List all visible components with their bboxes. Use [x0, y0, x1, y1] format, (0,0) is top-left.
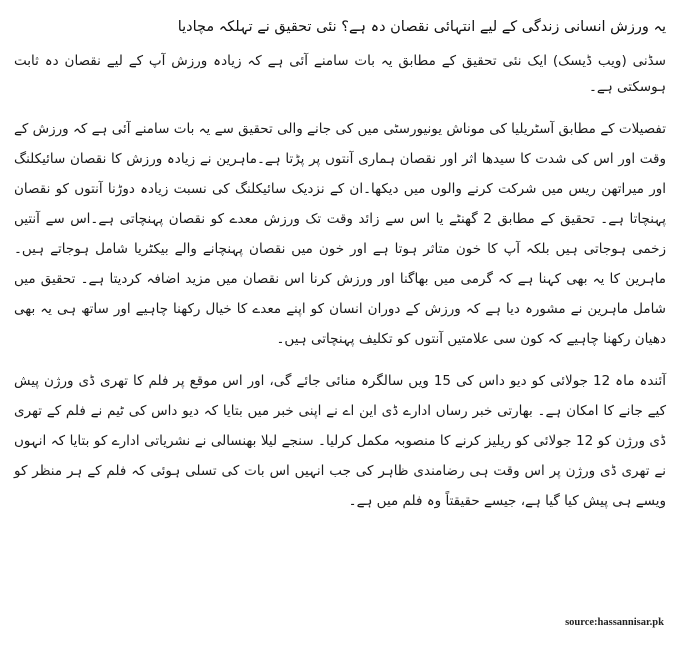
article [14, 0, 666, 516]
article-paragraph-1: تفصیلات کے مطابق آسٹریلیا کی موناش یونیورسٹی میں کی جانے والی تحقیق سے یہ بات سامنے آئی ہے کہ ورزش کے وقت اور اس کی شدت کا سیدھا اثر اور نقصان ہماری آنتوں پر پڑتا ہے۔ماہرین نے زیادہ ورزش کا نقصان سائیکلنگ اور میراتھن ریس میں شرکت کرنے والوں میں دیکھا۔ان کے نزدیک سائیکلنگ کی نسبت زیادہ دوڑنا آنتوں کو نقصان پہنچاتا ہے۔ تحقیق کے مطابق 2 گھنٹے یا اس سے زائد وقت تک ورزش معدے کو نقصان پہنچاتی ہے۔اس سے آنتیں زخمی ہوجاتی ہیں بلکہ آپ کا خون متاثر ہوتا ہے اور خون میں نقصان پہنچانے والے بیکٹریا شامل ہوجاتے ہیں۔ماہرین کا یہ بھی کہنا ہے کہ گرمی میں بھاگنا اور ورزش کرنا اس نقصان میں مزید اضافہ کردیتا ہے۔ تحقیق میں شامل ماہرین نے مشورہ دیا ہے کہ ورزش کے دوران انسان کو اپنے معدے کا خیال رکھنا چاہیے اور ساتھ ہی یہ بھی دھیان رکھنا چاہیے کہ کون سی علامتیں آنتوں کو تکلیف پہنچاتی ہیں۔ [14, 121, 666, 347]
source-credit: source:hassannisar.pk [565, 617, 664, 628]
article-headline: یہ ورزش انسانی زندگی کے لیے انتہائی نقصان دہ ہے؟ نئی تحقیق نے تہلکہ مچادیا [177, 19, 666, 35]
article-paragraph-2: آئندہ ماہ 12 جولائی کو دیو داس کی 15 ویں سالگرہ منائی جائے گی، اور اس موقع پر فلم کا تھری ڈی ورژن پیش کیے جانے کا امکان ہے۔ بھارتی خبر رساں ادارے ڈی این اے نے اپنی خبر میں بتایا کہ دیو داس کی ٹیم نے فلم کے تھری ڈی ورژن کو 12 جولائی کو ریلیز کرنے کا منصوبہ مکمل کرلیا۔ سنجے لیلا بھنسالی نے نشریاتی ادارے کو بتایا کہ انہوں نے تھری ڈی ورژن پر اس وقت ہی رضامندی ظاہر کی جب انہیں اس بات کی تسلی ہوئی کہ فلم کے ہر منظر کو ویسے ہی پیش کیا گیا ہے، جیسے حقیقتاً وہ فلم میں ہے۔ [14, 373, 667, 509]
article-lead: سڈنی (ویب ڈیسک) ایک نئی تحقیق کے مطابق یہ بات سامنے آئی ہے کہ زیادہ ورزش آپ کے لیے نقصان دہ ثابت ہوسکتی ہے۔ [14, 53, 666, 95]
